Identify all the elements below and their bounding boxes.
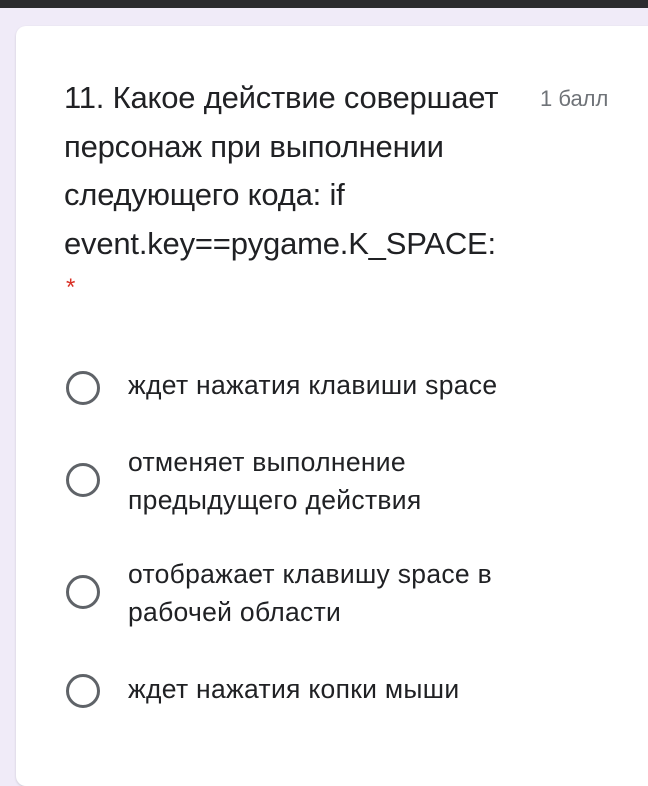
required-asterisk: *	[66, 274, 76, 301]
points-label: 1 балл	[540, 86, 609, 111]
top-bar	[0, 0, 648, 8]
option-label: отменяет выполнение предыдущего действия	[128, 447, 422, 515]
question-title: 11. Какое действие совершает персонаж при выполнении следующего кода: if event.key==pygame.K_SPACE:	[64, 80, 499, 261]
option-label: отображает клавишу space в рабочей области	[128, 559, 493, 627]
radio-button[interactable]	[66, 674, 100, 708]
radio-button[interactable]	[66, 575, 100, 609]
option-label: ждет нажатия клавиши space	[128, 370, 498, 400]
option-label: ждет нажатия копки мыши	[128, 674, 460, 704]
radio-button[interactable]	[66, 371, 100, 405]
radio-button[interactable]	[66, 463, 100, 497]
